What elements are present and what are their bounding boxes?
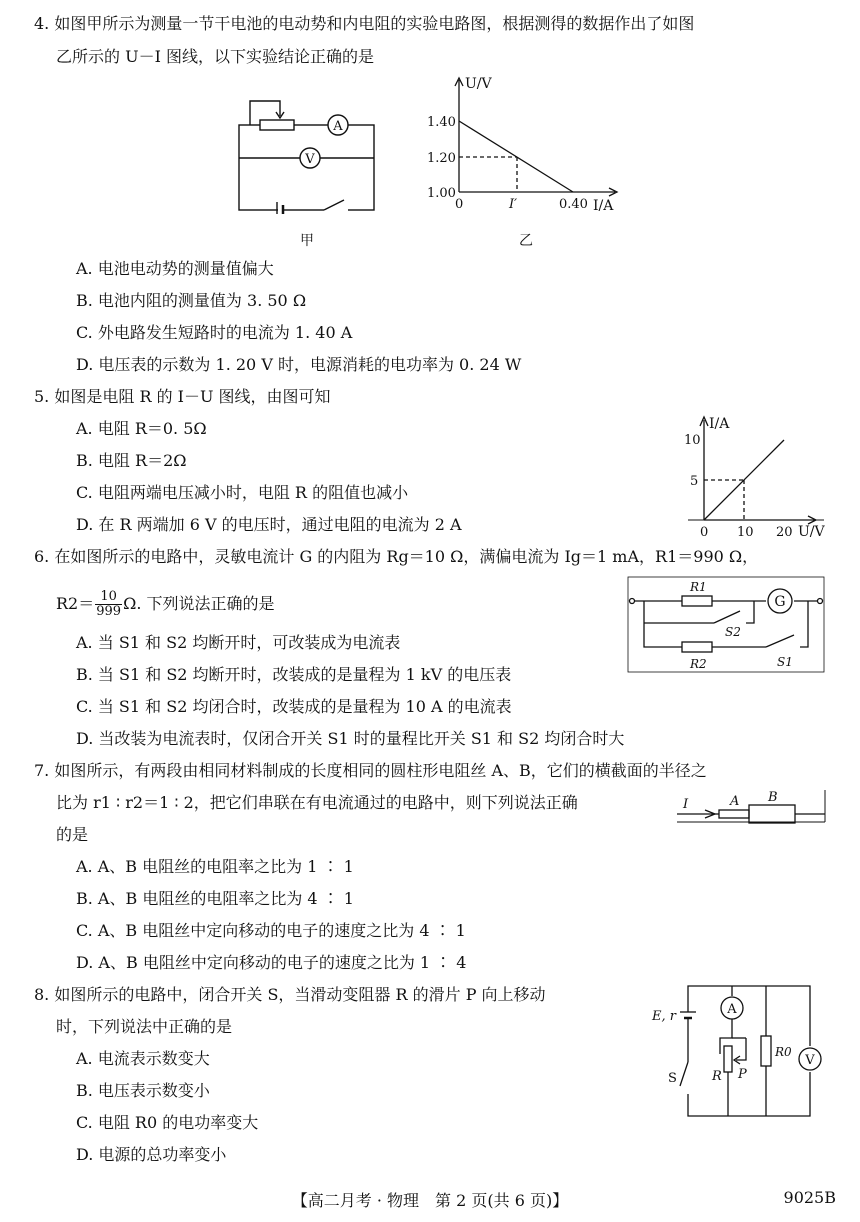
q4-graph-ytick: 1.40 <box>427 115 456 130</box>
q6-galvanometer-label: G <box>774 594 786 610</box>
q5-option-a[interactable]: A. 电阻 R＝0. 5Ω <box>76 419 207 438</box>
q7-wire-figure <box>675 784 827 828</box>
q8-switch-label: S <box>668 1071 677 1086</box>
q8-ammeter-label: A <box>727 1002 737 1017</box>
q8-stem-line1: 8. 如图所示的电路中，闭合开关 S，当滑动变阻器 R 的滑片 P 向上移动 <box>34 985 546 1004</box>
q4-graph-x-label: I/A <box>593 198 614 214</box>
q4-graph-xtick: 0.40 <box>559 197 588 212</box>
q6-stem-line1: 6. 在如图所示的电路中，灵敏电流计 G 的内阻为 Rg＝10 Ω，满偏电流为 Ig＝1 mA，R1＝990 Ω， <box>34 547 759 566</box>
q8-rheostat-label: R <box>712 1069 722 1084</box>
q4-ui-graph-yi <box>425 74 625 220</box>
q6-r1-label: R1 <box>690 580 707 594</box>
q6-option-c[interactable]: C. 当 S1 和 S2 均闭合时，改装成的是量程为 10 A 的电流表 <box>76 697 512 716</box>
q7-stem-line3: 的是 <box>56 825 89 844</box>
q7-stem-line1: 7. 如图所示，有两段由相同材料制成的长度相同的圆柱形电阻丝 A、B，它们的横截面的半径之 <box>34 761 707 780</box>
page-footer: 【高二月考 · 物理 第 2 页(共 6 页)】 <box>291 1191 569 1210</box>
figure-caption-yi: 乙 <box>519 233 533 249</box>
q5-graph-ytick: 10 <box>684 433 701 448</box>
svg-text:V: V <box>305 152 315 167</box>
q4-option-d[interactable]: D. 电压表的示数为 1. 20 V 时，电源消耗的电功率为 0. 24 W <box>76 355 522 374</box>
q4-graph-xtick: 0 <box>455 197 464 212</box>
q4-circuit-figure-jia <box>228 92 378 214</box>
q5-option-d[interactable]: D. 在 R 两端加 6 V 的电压时，通过电阻的电流为 2 A <box>76 515 462 534</box>
q7-option-d[interactable]: D. A、B 电阻丝中定向移动的电子的速度之比为 1 ∶ 4 <box>76 953 467 972</box>
q6-stem-line2 <box>56 590 275 619</box>
q4-stem-line2: 乙所示的 U－I 图线，以下实验结论正确的是 <box>56 47 374 66</box>
svg-text:A: A <box>333 119 343 134</box>
q5-iu-graph <box>680 412 830 542</box>
q6-r2-prefix: R2＝ <box>56 594 95 613</box>
q5-stem: 5. 如图是电阻 R 的 I－U 图线，由图可知 <box>34 387 331 406</box>
q8-circuit-figure <box>650 982 826 1122</box>
q6-s1-label: S1 <box>777 655 793 669</box>
q5-option-b[interactable]: B. 电阻 R＝2Ω <box>76 451 187 470</box>
q7-option-a[interactable]: A. A、B 电阻丝的电阻率之比为 1 ∶ 1 <box>76 857 354 876</box>
q5-graph-ytick: 5 <box>690 474 699 489</box>
q8-option-a[interactable]: A. 电流表示数变大 <box>76 1049 210 1068</box>
q4-option-b[interactable]: B. 电池内阻的测量值为 3. 50 Ω <box>76 291 307 310</box>
q7-option-c[interactable]: C. A、B 电阻丝中定向移动的电子的速度之比为 4 ∶ 1 <box>76 921 466 940</box>
q4-graph-ytick: 1.00 <box>427 186 456 201</box>
q8-option-b[interactable]: B. 电压表示数变小 <box>76 1081 210 1100</box>
q7-stem-line2: 比为 r1 ∶ r2＝1 ∶ 2，把它们串联在有电流通过的电路中，则下列说法正确 <box>56 793 578 812</box>
q5-graph-x-label: U/V <box>798 524 825 540</box>
exam-code: 9025B <box>783 1188 836 1207</box>
q7-wire-a-label: A <box>730 794 740 809</box>
q6-option-d[interactable]: D. 当改装为电流表时，仅闭合开关 S1 时的量程比开关 S1 和 S2 均闭合时大 <box>76 729 625 748</box>
q4-option-a[interactable]: A. 电池电动势的测量值偏大 <box>76 259 274 278</box>
fraction-denominator: 999 <box>96 604 122 619</box>
q8-slider-label: P <box>738 1067 747 1082</box>
figure-caption-jia: 甲 <box>300 233 314 249</box>
q8-voltmeter-label: V <box>805 1053 815 1068</box>
q8-r0-label: R0 <box>775 1045 792 1059</box>
fraction-10-over-999 <box>95 590 122 619</box>
q8-source-label: E, r <box>652 1009 676 1024</box>
q4-option-c[interactable]: C. 外电路发生短路时的电流为 1. 40 A <box>76 323 353 342</box>
q6-option-b[interactable]: B. 当 S1 和 S2 均断开时，改装成的是量程为 1 kV 的电压表 <box>76 665 512 684</box>
q4-graph-ytick: 1.20 <box>427 151 456 166</box>
q7-option-b[interactable]: B. A、B 电阻丝的电阻率之比为 4 ∶ 1 <box>76 889 354 908</box>
q8-option-c[interactable]: C. 电阻 R0 的电功率变大 <box>76 1113 259 1132</box>
q8-stem-line2: 时，下列说法中正确的是 <box>56 1017 233 1036</box>
q4-graph-xtick: I′ <box>509 197 518 212</box>
q6-option-a[interactable]: A. 当 S1 和 S2 均断开时，可改装成为电流表 <box>76 633 401 652</box>
q6-s2-label: S2 <box>725 625 741 639</box>
q5-graph-xtick: 0 <box>700 525 709 540</box>
fraction-numerator: 10 <box>95 590 122 605</box>
q5-graph-y-label: I/A <box>709 416 730 432</box>
q4-graph-y-label: U/V <box>465 76 492 92</box>
q6-r2-label: R2 <box>690 657 707 671</box>
q5-graph-xtick: 20 <box>776 525 793 540</box>
q7-current-label: I <box>683 797 689 812</box>
q5-option-c[interactable]: C. 电阻两端电压减小时，电阻 R 的阻值也减小 <box>76 483 409 502</box>
q8-option-d[interactable]: D. 电源的总功率变小 <box>76 1145 227 1164</box>
q7-wire-b-label: B <box>768 790 778 805</box>
q5-graph-xtick: 10 <box>737 525 754 540</box>
q6-stem-suffix: Ω. 下列说法正确的是 <box>123 594 275 613</box>
q4-stem-line1: 4. 如图甲所示为测量一节干电池的电动势和内电阻的实验电路图，根据测得的数据作出了如图 <box>34 14 695 33</box>
q6-circuit-figure <box>622 576 826 674</box>
